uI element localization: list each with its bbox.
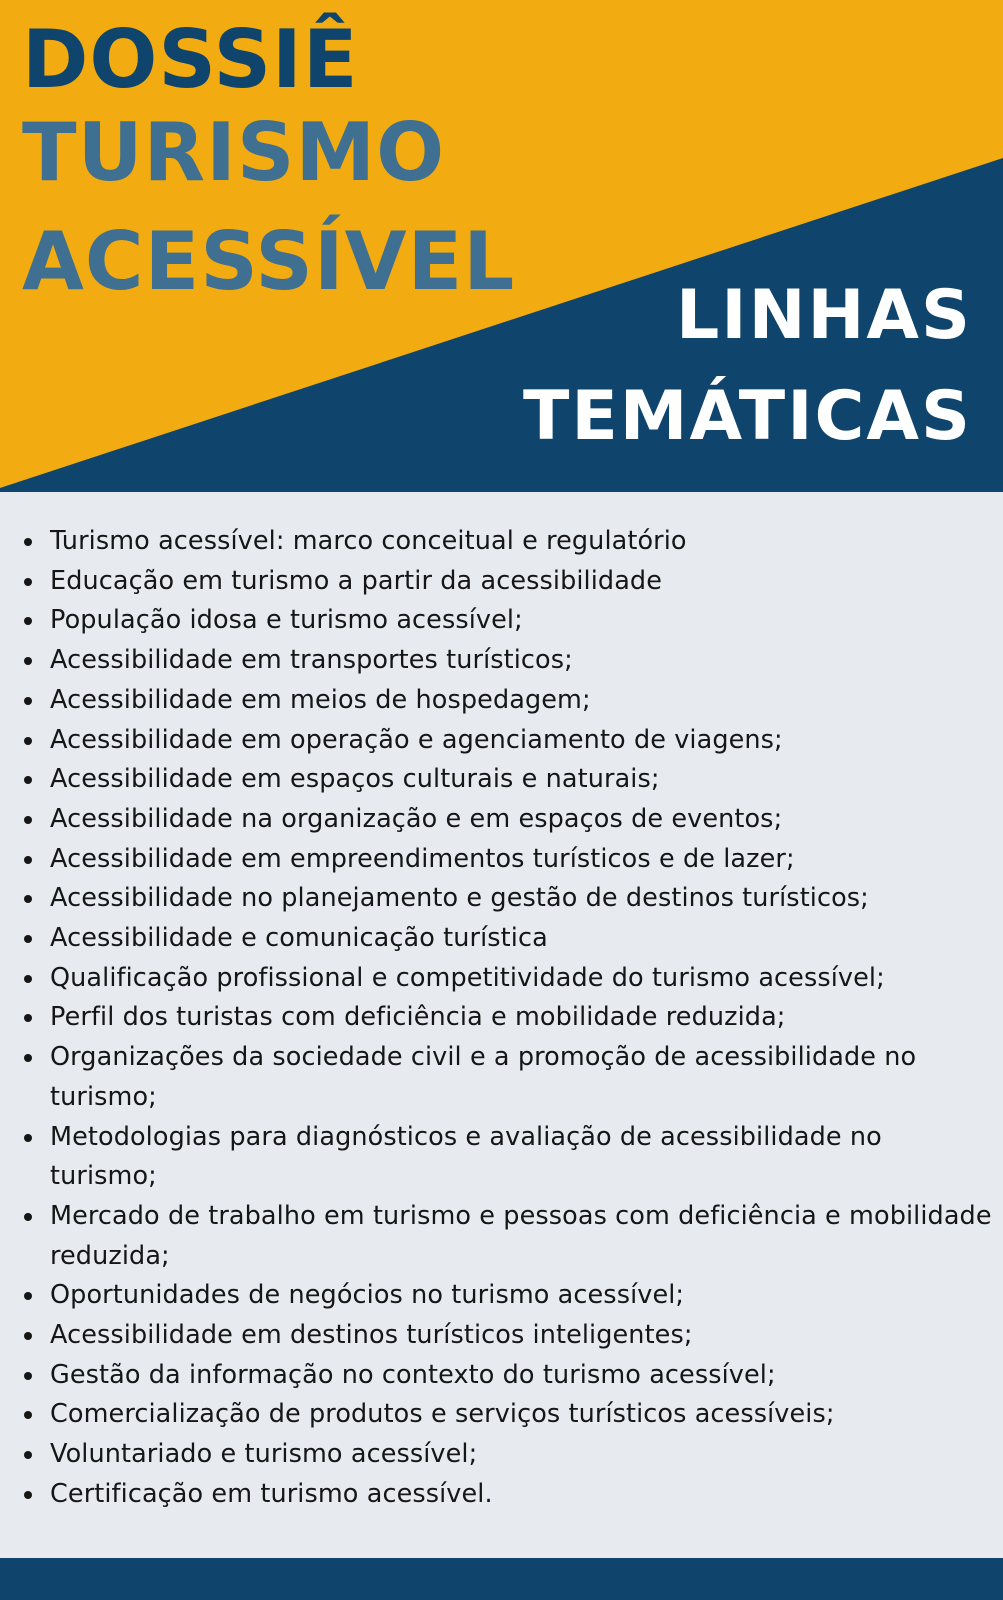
bullet-icon [24, 1213, 32, 1221]
bullet-icon [24, 776, 32, 784]
topic-text: Voluntariado e turismo acessível; [50, 1439, 478, 1470]
bullet-icon [24, 1372, 32, 1380]
bullet-icon [24, 1054, 32, 1062]
topic-text: População idosa e turismo acessível; [50, 605, 523, 636]
topic-text: Gestão da informação no contexto do turismo acessível; [50, 1359, 776, 1390]
topic-text: Mercado de trabalho em turismo e pessoas com deficiência e mobilidade reduzida; [50, 1200, 992, 1271]
topic-list-item [0, 879, 1003, 919]
topic-list-item [0, 1276, 1003, 1316]
bullet-icon [24, 617, 32, 625]
topic-text: Acessibilidade em destinos turísticos inteligentes; [50, 1320, 693, 1351]
topic-text: Oportunidades de negócios no turismo acessível; [50, 1280, 685, 1311]
topic-text: Acessibilidade e comunicação turística [50, 923, 548, 954]
topic-list-item [0, 1435, 1003, 1475]
topic-list-item [0, 522, 1003, 562]
thematic-lines-list [0, 522, 1003, 1515]
title-line-acessivel: ACESSÍVEL [22, 215, 516, 308]
topic-list-item [0, 721, 1003, 761]
topic-list-item [0, 998, 1003, 1038]
bullet-icon [24, 657, 32, 665]
bullet-icon [24, 1332, 32, 1340]
bullet-icon [24, 1411, 32, 1419]
bullet-icon [24, 1451, 32, 1459]
topic-text: Comercialização de produtos e serviços turísticos acessíveis; [50, 1399, 835, 1430]
topic-list-item [0, 919, 1003, 959]
topic-list-item [0, 1356, 1003, 1396]
topic-text: Acessibilidade em transportes turísticos; [50, 645, 573, 676]
topic-list-item [0, 800, 1003, 840]
bullet-icon [24, 935, 32, 943]
topic-list-item [0, 1475, 1003, 1515]
topic-list-item [0, 1395, 1003, 1435]
topic-list-item [0, 562, 1003, 602]
topic-text: Acessibilidade em empreendimentos turísticos e de lazer; [50, 843, 795, 874]
subtitle-line-tematicas: TEMÁTICAS [522, 377, 972, 456]
topic-text: Acessibilidade em espaços culturais e naturais; [50, 764, 660, 795]
bullet-icon [24, 1292, 32, 1300]
topic-text: Perfil dos turistas com deficiência e mobilidade reduzida; [50, 1002, 786, 1033]
bullet-icon [24, 737, 32, 745]
bullet-icon [24, 697, 32, 705]
bullet-icon [24, 1134, 32, 1142]
topic-list-item [0, 601, 1003, 641]
bullet-icon [24, 975, 32, 983]
topic-text: Educação em turismo a partir da acessibilidade [50, 565, 662, 596]
bullet-icon [24, 538, 32, 546]
bullet-icon [24, 895, 32, 903]
topic-text: Certificação em turismo acessível. [50, 1478, 493, 1509]
bullet-icon [24, 816, 32, 824]
topic-list-item [0, 840, 1003, 880]
bullet-icon [24, 578, 32, 586]
topic-list-item [0, 1118, 1003, 1197]
topic-text: Acessibilidade em operação e agenciamento de viagens; [50, 724, 783, 755]
topic-list-item [0, 1316, 1003, 1356]
topic-text: Acessibilidade no planejamento e gestão de destinos turísticos; [50, 883, 869, 914]
title-line-turismo: TURISMO [22, 106, 446, 199]
topic-list-item [0, 760, 1003, 800]
topic-text: Metodologias para diagnósticos e avaliação de acessibilidade no turismo; [50, 1121, 882, 1192]
topic-list-item [0, 641, 1003, 681]
topic-text: Acessibilidade em meios de hospedagem; [50, 684, 591, 715]
subtitle-line-linhas: LINHAS [675, 276, 972, 355]
topic-list-item [0, 959, 1003, 999]
title-line-dossie: DOSSIÊ [22, 13, 359, 106]
topic-text: Acessibilidade na organização e em espaços de eventos; [50, 803, 783, 834]
topic-list-item [0, 1197, 1003, 1276]
topic-text: Organizações da sociedade civil e a promoção de acessibilidade no turismo; [50, 1042, 917, 1112]
bullet-icon [24, 1491, 32, 1499]
bullet-icon [24, 856, 32, 864]
topic-list-item [0, 1038, 1003, 1117]
topic-text: Turismo acessível: marco conceitual e regulatório [50, 526, 687, 556]
poster-header [0, 0, 1003, 492]
topic-text: Qualificação profissional e competitividade do turismo acessível; [50, 962, 885, 993]
bullet-icon [24, 1014, 32, 1022]
bottom-color-band [0, 1558, 1003, 1600]
topic-list-item [0, 681, 1003, 721]
